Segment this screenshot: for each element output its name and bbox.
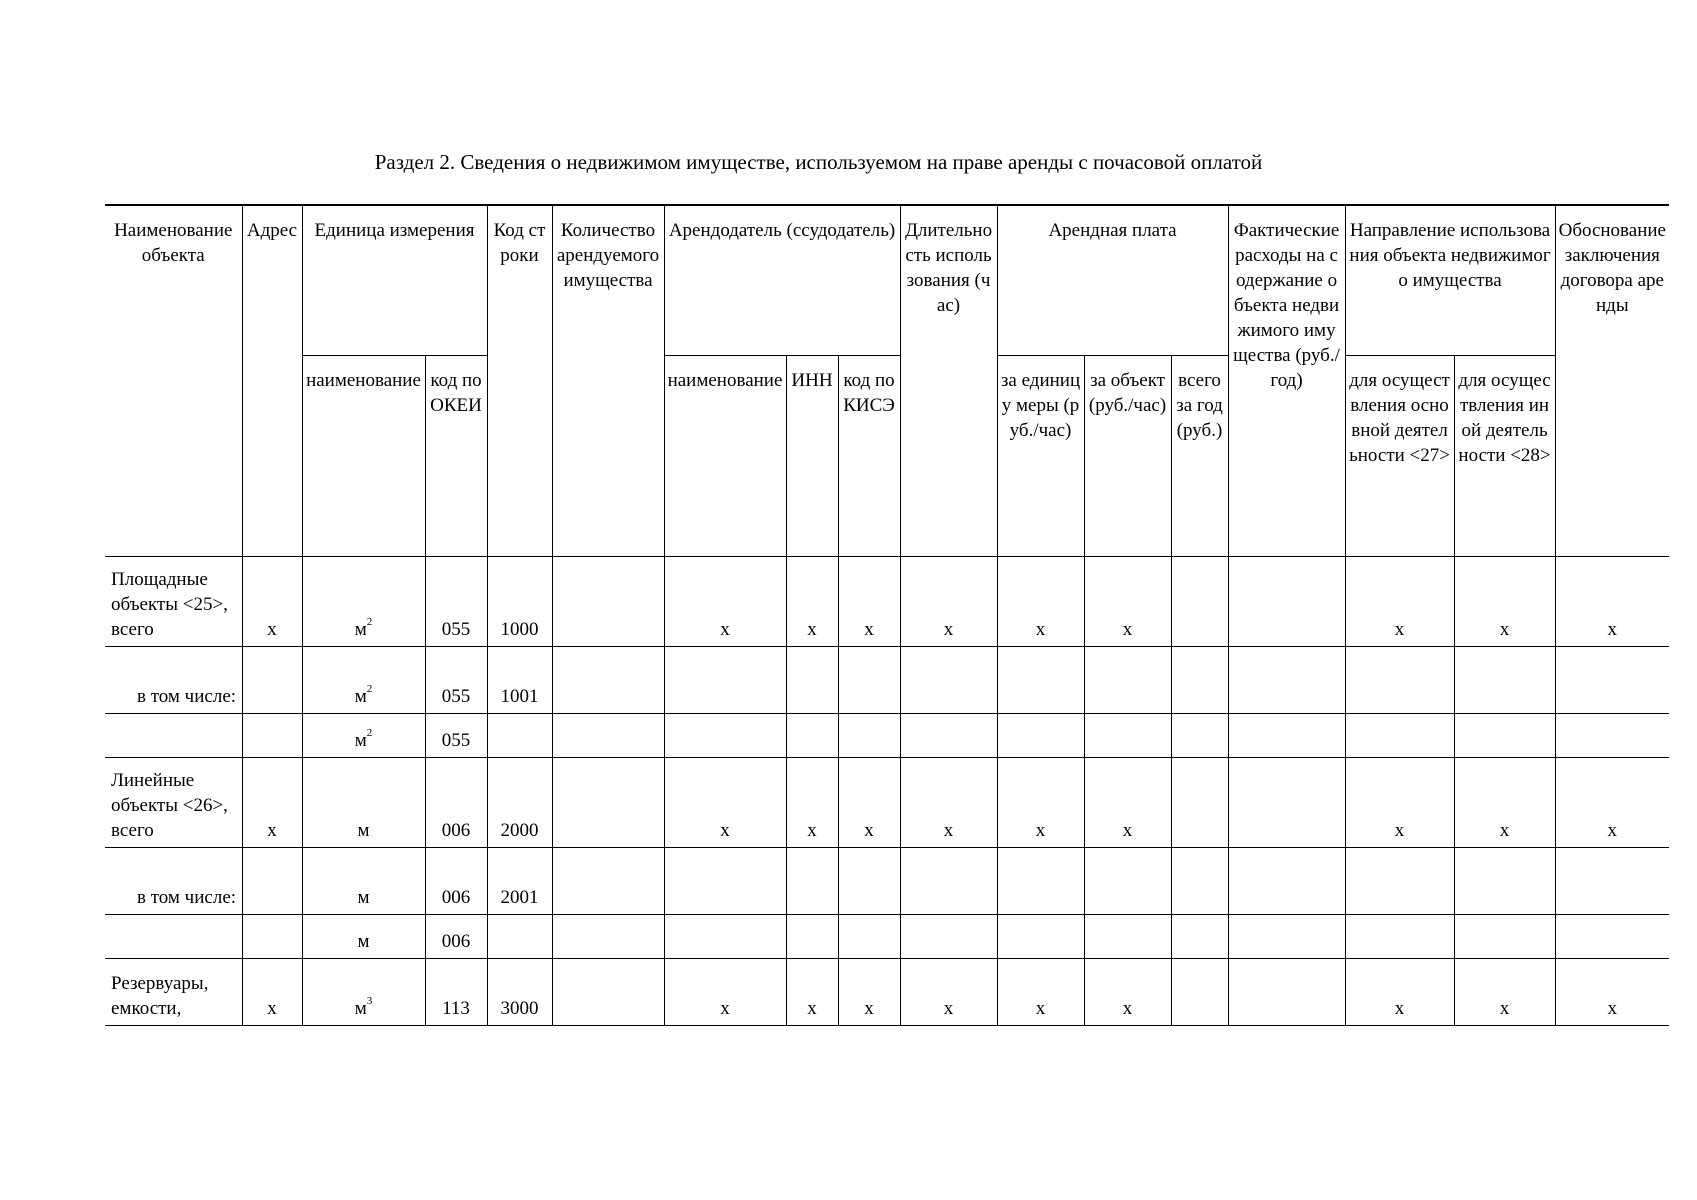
unit-exponent: 3 (366, 995, 373, 1008)
unit-name-cell (302, 757, 425, 847)
lessor-kise-cell: х (838, 958, 900, 1025)
rent-per-object-cell (1084, 914, 1171, 958)
lessor-name-cell (664, 847, 786, 914)
justification-cell: х (1555, 958, 1669, 1025)
unit-okei-cell: 006 (425, 847, 487, 914)
unit-name-cell (302, 646, 425, 713)
object-name-cell: в том числе: (105, 847, 242, 914)
rent-per-unit-cell (997, 646, 1084, 713)
table-row (105, 914, 1669, 958)
rent-total-cell (1171, 646, 1228, 713)
justification-cell (1555, 646, 1669, 713)
header-address: Адрес (242, 205, 302, 556)
header-direction-other: для осуществления иной деятельности <28> (1454, 355, 1555, 556)
object-name-cell: Площадные объекты <25>, всего (105, 556, 242, 646)
actual-costs-cell (1228, 646, 1345, 713)
actual-costs-cell (1228, 847, 1345, 914)
unit-name-cell (302, 713, 425, 757)
quantity-cell (552, 914, 664, 958)
rent-total-cell (1171, 556, 1228, 646)
header-unit: Единица измерения (302, 205, 487, 355)
lessor-name-cell (664, 646, 786, 713)
duration-cell (900, 914, 997, 958)
header-unit-name: наименование (302, 355, 425, 556)
address-cell (242, 914, 302, 958)
lessor-kise-cell (838, 646, 900, 713)
direction-other-cell (1454, 646, 1555, 713)
lessor-kise-cell (838, 914, 900, 958)
duration-cell (900, 646, 997, 713)
unit-name-cell (302, 847, 425, 914)
header-duration: Длительность использования (час) (900, 205, 997, 556)
header-rent-per-object: за объект (руб./час) (1084, 355, 1171, 556)
unit-okei-cell: 006 (425, 757, 487, 847)
row-code-cell: 1001 (487, 646, 552, 713)
header-rent: Арендная плата (997, 205, 1228, 355)
row-code-cell: 1000 (487, 556, 552, 646)
rent-per-object-cell (1084, 713, 1171, 757)
lessor-kise-cell: х (838, 556, 900, 646)
quantity-cell (552, 556, 664, 646)
duration-cell: х (900, 757, 997, 847)
address-cell (242, 847, 302, 914)
address-cell (242, 646, 302, 713)
header-justification: Обоснование заключения договора аренды (1555, 205, 1669, 556)
rent-per-unit-cell: х (997, 958, 1084, 1025)
header-lessor-inn: ИНН (786, 355, 838, 556)
rent-per-object-cell: х (1084, 757, 1171, 847)
actual-costs-cell (1228, 958, 1345, 1025)
unit-label: м (357, 886, 370, 908)
header-direction: Направление использования объекта недвижимого имущества (1345, 205, 1555, 355)
lessor-name-cell: х (664, 556, 786, 646)
rent-per-object-cell (1084, 847, 1171, 914)
lessor-inn-cell: х (786, 757, 838, 847)
header-row-code: Код строки (487, 205, 552, 556)
object-name-cell (105, 914, 242, 958)
object-name-cell: в том числе: (105, 646, 242, 713)
header-object-name: Наименование объекта (105, 205, 242, 556)
rental-property-table (105, 204, 1669, 1026)
actual-costs-cell (1228, 914, 1345, 958)
address-cell: х (242, 556, 302, 646)
justification-cell: х (1555, 757, 1669, 847)
duration-cell (900, 713, 997, 757)
lessor-name-cell (664, 713, 786, 757)
duration-cell: х (900, 556, 997, 646)
justification-cell: х (1555, 556, 1669, 646)
direction-other-cell (1454, 914, 1555, 958)
direction-other-cell: х (1454, 958, 1555, 1025)
table-row (105, 958, 1669, 1025)
unit-okei-cell: 055 (425, 713, 487, 757)
table-row (105, 757, 1669, 847)
unit-label: м (354, 685, 367, 707)
rent-per-unit-cell: х (997, 757, 1084, 847)
quantity-cell (552, 958, 664, 1025)
unit-label: м (354, 729, 367, 751)
justification-cell (1555, 847, 1669, 914)
object-name-cell: Линейные объекты <26>, всего (105, 757, 242, 847)
quantity-cell (552, 757, 664, 847)
row-code-cell: 2000 (487, 757, 552, 847)
lessor-inn-cell (786, 646, 838, 713)
rent-per-unit-cell (997, 713, 1084, 757)
quantity-cell (552, 713, 664, 757)
rent-per-unit-cell (997, 914, 1084, 958)
table-body (105, 556, 1669, 1025)
direction-main-cell (1345, 914, 1454, 958)
actual-costs-cell (1228, 556, 1345, 646)
header-actual-costs: Фактические расходы на содержание объекта недвижимого имущества (руб./год) (1228, 205, 1345, 556)
lessor-kise-cell (838, 713, 900, 757)
rent-per-unit-cell: х (997, 556, 1084, 646)
lessor-inn-cell (786, 847, 838, 914)
header-lessor-kise: код по КИСЭ (838, 355, 900, 556)
rent-total-cell (1171, 958, 1228, 1025)
row-code-cell (487, 713, 552, 757)
direction-other-cell (1454, 847, 1555, 914)
direction-main-cell (1345, 847, 1454, 914)
direction-main-cell: х (1345, 958, 1454, 1025)
actual-costs-cell (1228, 713, 1345, 757)
unit-exponent: 2 (366, 683, 373, 696)
header-quantity: Количество арендуемого имущества (552, 205, 664, 556)
header-lessor-name: наименование (664, 355, 786, 556)
direction-main-cell: х (1345, 757, 1454, 847)
lessor-inn-cell (786, 713, 838, 757)
justification-cell (1555, 713, 1669, 757)
unit-name-cell (302, 914, 425, 958)
direction-other-cell: х (1454, 556, 1555, 646)
unit-exponent: 2 (366, 616, 373, 629)
unit-label: м (354, 618, 367, 640)
unit-label: м (357, 930, 370, 952)
direction-main-cell: х (1345, 556, 1454, 646)
rent-per-object-cell: х (1084, 958, 1171, 1025)
rent-total-cell (1171, 757, 1228, 847)
justification-cell (1555, 914, 1669, 958)
actual-costs-cell (1228, 757, 1345, 847)
table-row (105, 713, 1669, 757)
table-row (105, 847, 1669, 914)
object-name-cell (105, 713, 242, 757)
lessor-inn-cell (786, 914, 838, 958)
lessor-name-cell: х (664, 757, 786, 847)
rent-per-object-cell (1084, 646, 1171, 713)
table-row (105, 646, 1669, 713)
unit-okei-cell: 055 (425, 556, 487, 646)
address-cell: х (242, 958, 302, 1025)
lessor-name-cell (664, 914, 786, 958)
unit-okei-cell: 113 (425, 958, 487, 1025)
address-cell: х (242, 757, 302, 847)
quantity-cell (552, 646, 664, 713)
unit-exponent: 2 (366, 727, 373, 740)
table-row (105, 556, 1669, 646)
rent-total-cell (1171, 914, 1228, 958)
lessor-inn-cell: х (786, 958, 838, 1025)
row-code-cell (487, 914, 552, 958)
header-lessor: Арендодатель (ссудодатель) (664, 205, 900, 355)
unit-okei-cell: 055 (425, 646, 487, 713)
quantity-cell (552, 847, 664, 914)
section-title: Раздел 2. Сведения о недвижимом имуществе, используемом на праве аренды с почасовой оплатой (374, 150, 1263, 174)
header-rent-total: всего за год (руб.) (1171, 355, 1228, 556)
rent-per-object-cell: х (1084, 556, 1171, 646)
header-unit-okei: код по ОКЕИ (425, 355, 487, 556)
rent-total-cell (1171, 713, 1228, 757)
lessor-inn-cell: х (786, 556, 838, 646)
lessor-name-cell: х (664, 958, 786, 1025)
direction-other-cell: х (1454, 757, 1555, 847)
header-rent-per-unit: за единицу меры (руб./час) (997, 355, 1084, 556)
direction-main-cell (1345, 713, 1454, 757)
lessor-kise-cell (838, 847, 900, 914)
object-name-cell: Резервуары, емкости, (105, 958, 242, 1025)
duration-cell: х (900, 958, 997, 1025)
unit-okei-cell: 006 (425, 914, 487, 958)
duration-cell (900, 847, 997, 914)
unit-label: м (357, 819, 370, 841)
row-code-cell: 2001 (487, 847, 552, 914)
rent-total-cell (1171, 847, 1228, 914)
unit-name-cell (302, 556, 425, 646)
row-code-cell: 3000 (487, 958, 552, 1025)
unit-label: м (354, 997, 367, 1019)
direction-main-cell (1345, 646, 1454, 713)
lessor-kise-cell: х (838, 757, 900, 847)
direction-other-cell (1454, 713, 1555, 757)
address-cell (242, 713, 302, 757)
unit-name-cell (302, 958, 425, 1025)
header-direction-main: для осуществления основной деятельности <27> (1345, 355, 1454, 556)
rent-per-unit-cell (997, 847, 1084, 914)
